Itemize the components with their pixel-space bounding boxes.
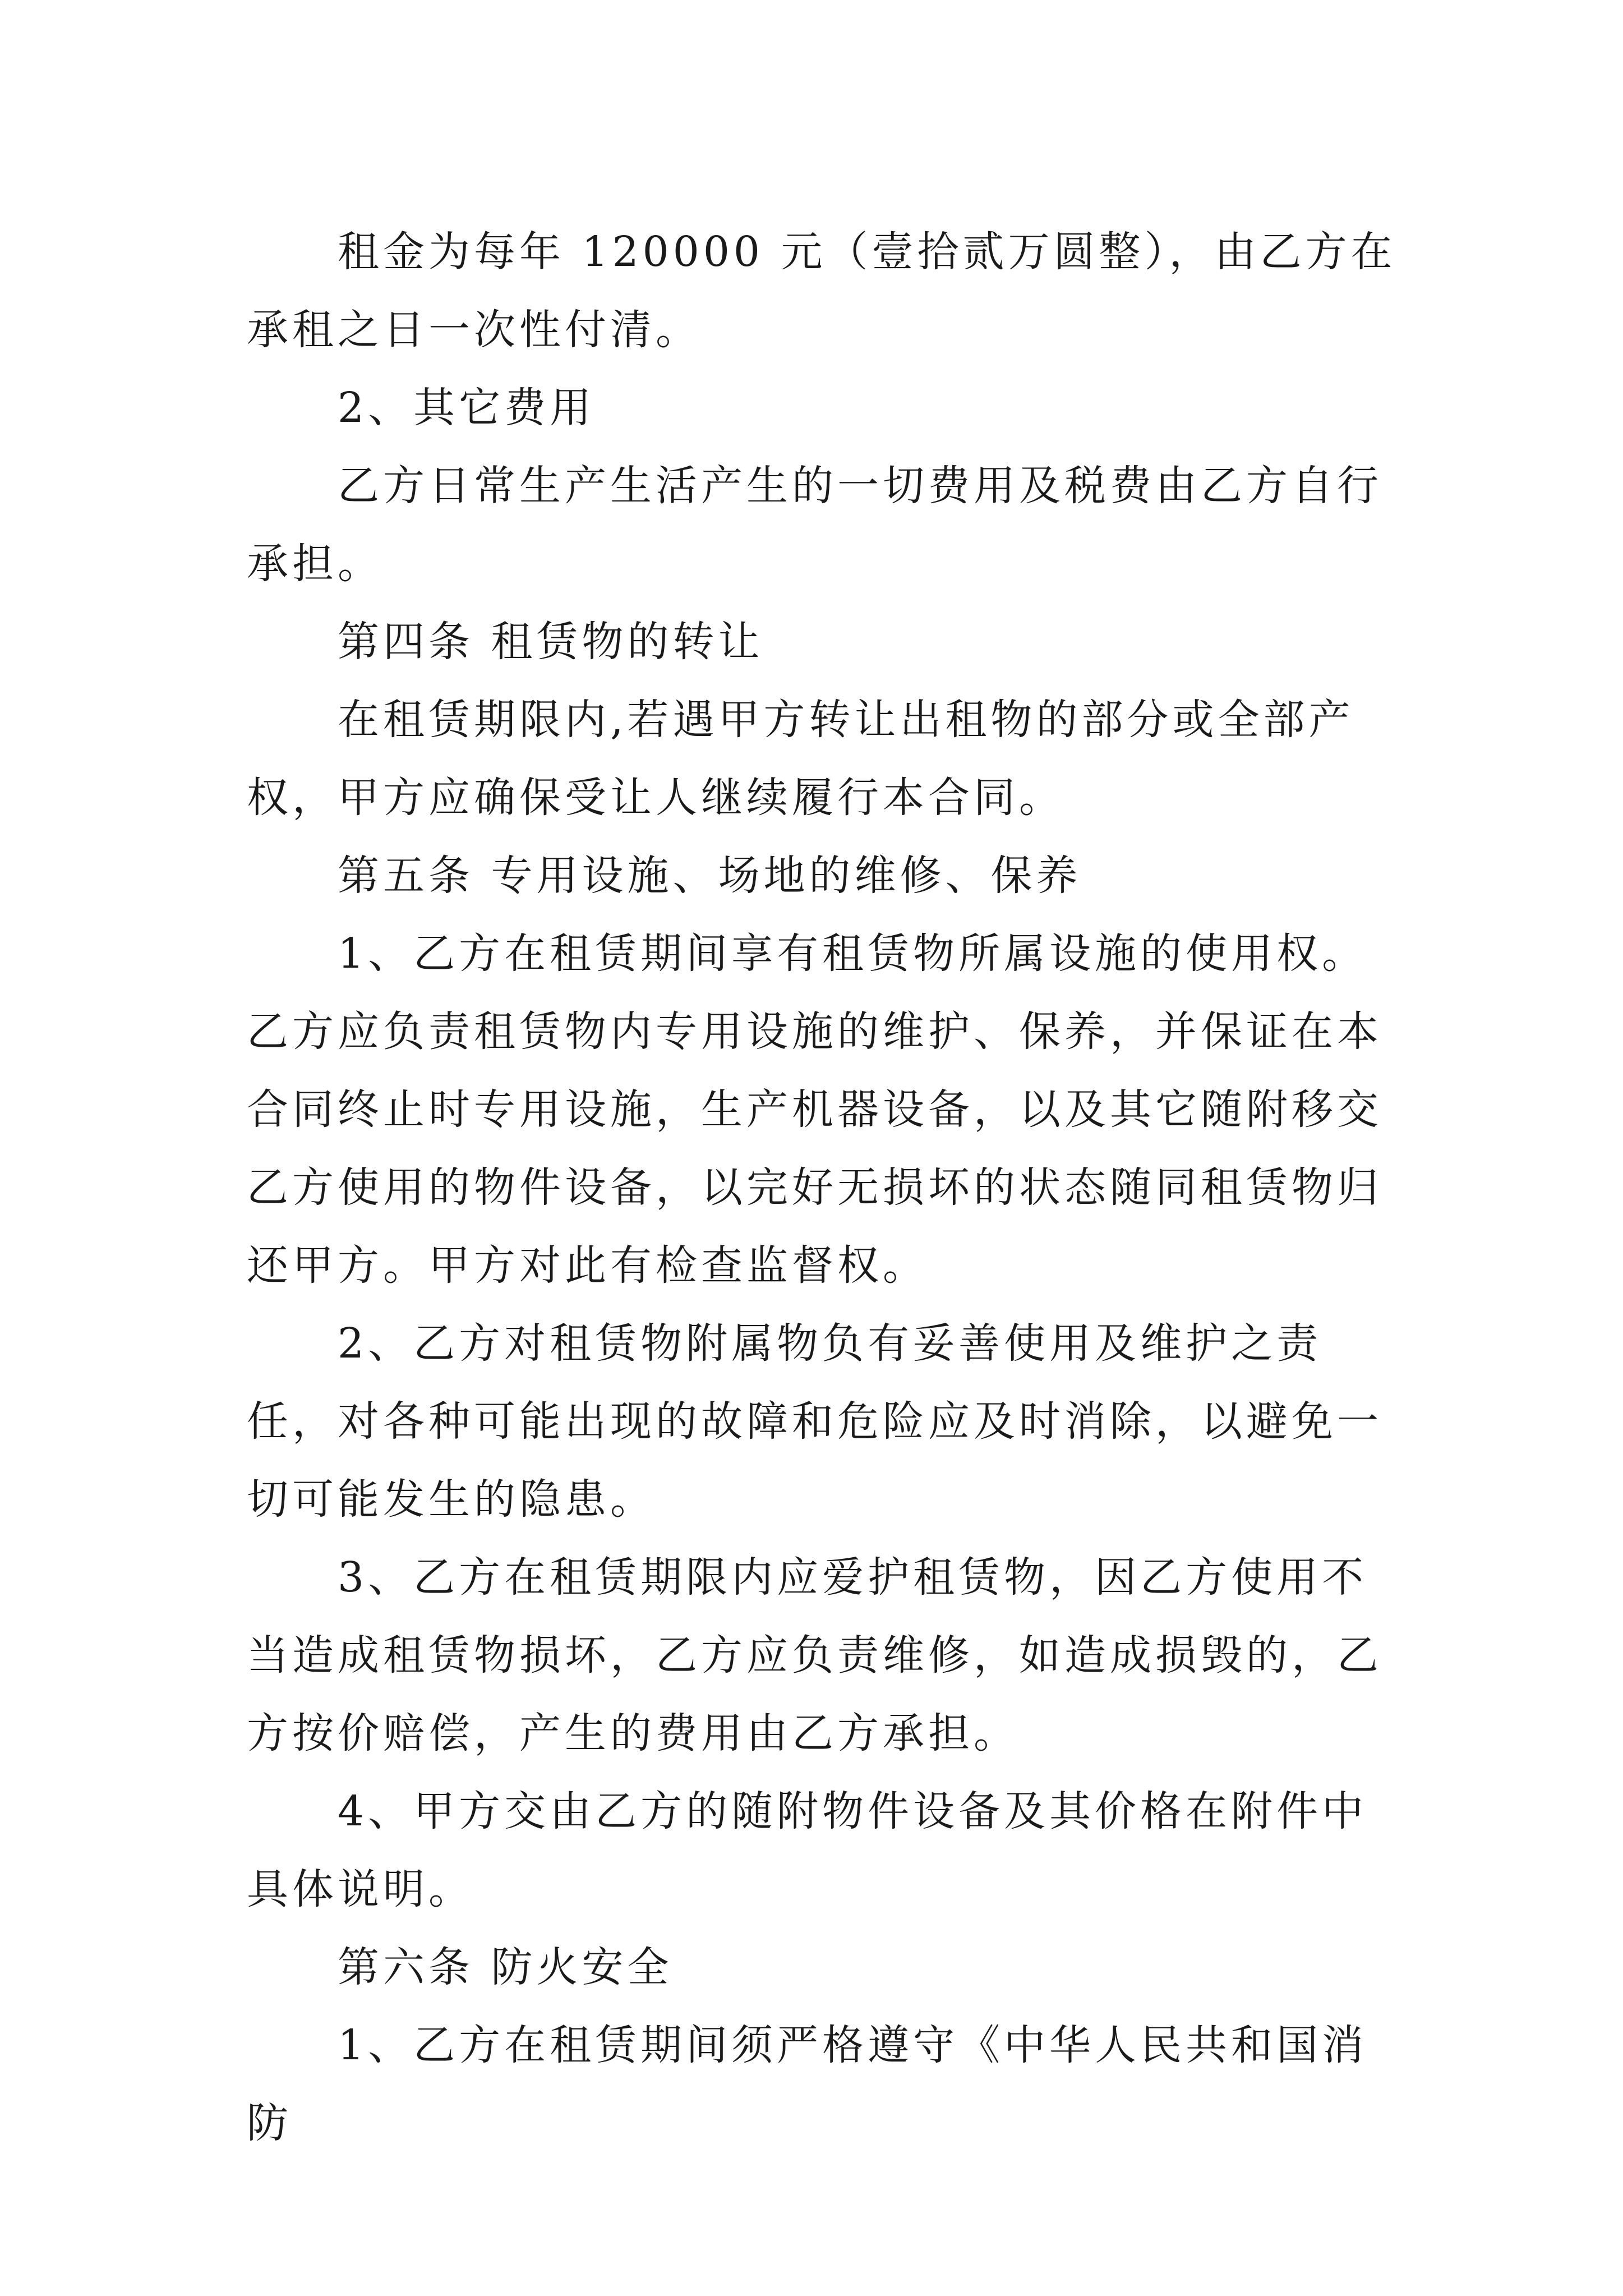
paragraph-rent-amount: 租金为每年 120000 元（壹拾贰万圆整），由乙方在承租之日一次性付清。 bbox=[247, 228, 1396, 354]
paragraph-damage-repair: 3、乙方在租赁期限内应爱护租赁物，因乙方使用不当造成租赁物损坏，乙方应负责维修，如造成损毁的，乙方按价赔偿，产生的费用由乙方承担。 bbox=[247, 1553, 1382, 1757]
paragraph-attachments: 4、甲方交由乙方的随附物件设备及其价格在附件中具体说明。 bbox=[247, 1787, 1368, 1913]
paragraph-other-fees-heading: 2、其它费用 bbox=[338, 384, 596, 432]
article-four-heading: 第四条 租赁物的转让 bbox=[338, 618, 764, 666]
paragraph-other-fees: 乙方日常生产生活产生的一切费用及税费由乙方自行承担。 bbox=[247, 462, 1382, 588]
paragraph-maintenance-duty: 2、乙方对租赁物附属物负有妥善使用及维护之责任，对各种可能出现的故障和危险应及时消除，以避免一切可能发生的隐患。 bbox=[247, 1319, 1382, 1524]
article-five-heading: 第五条 专用设施、场地的维修、保养 bbox=[338, 852, 1082, 900]
document-body bbox=[247, 213, 1402, 2162]
article-six-heading: 第六条 防火安全 bbox=[338, 1943, 673, 1991]
paragraph-facility-use: 1、乙方在租赁期间享有租赁物所属设施的使用权。乙方应负责租赁物内专用设施的维护、保养，并保证在本合同终止时专用设施，生产机器设备，以及其它随附移交乙方使用的物件设备，以完好无损坏的状态随同租赁物归还甲方。甲方对此有检查监督权。 bbox=[247, 930, 1382, 1290]
paragraph-transfer: 在租赁期限内,若遇甲方转让出租物的部分或全部产权，甲方应确保受让人继续履行本合同。 bbox=[247, 696, 1354, 822]
paragraph-fire-safety: 1、乙方在租赁期间须严格遵守《中华人民共和国消防 bbox=[247, 2021, 1368, 2147]
